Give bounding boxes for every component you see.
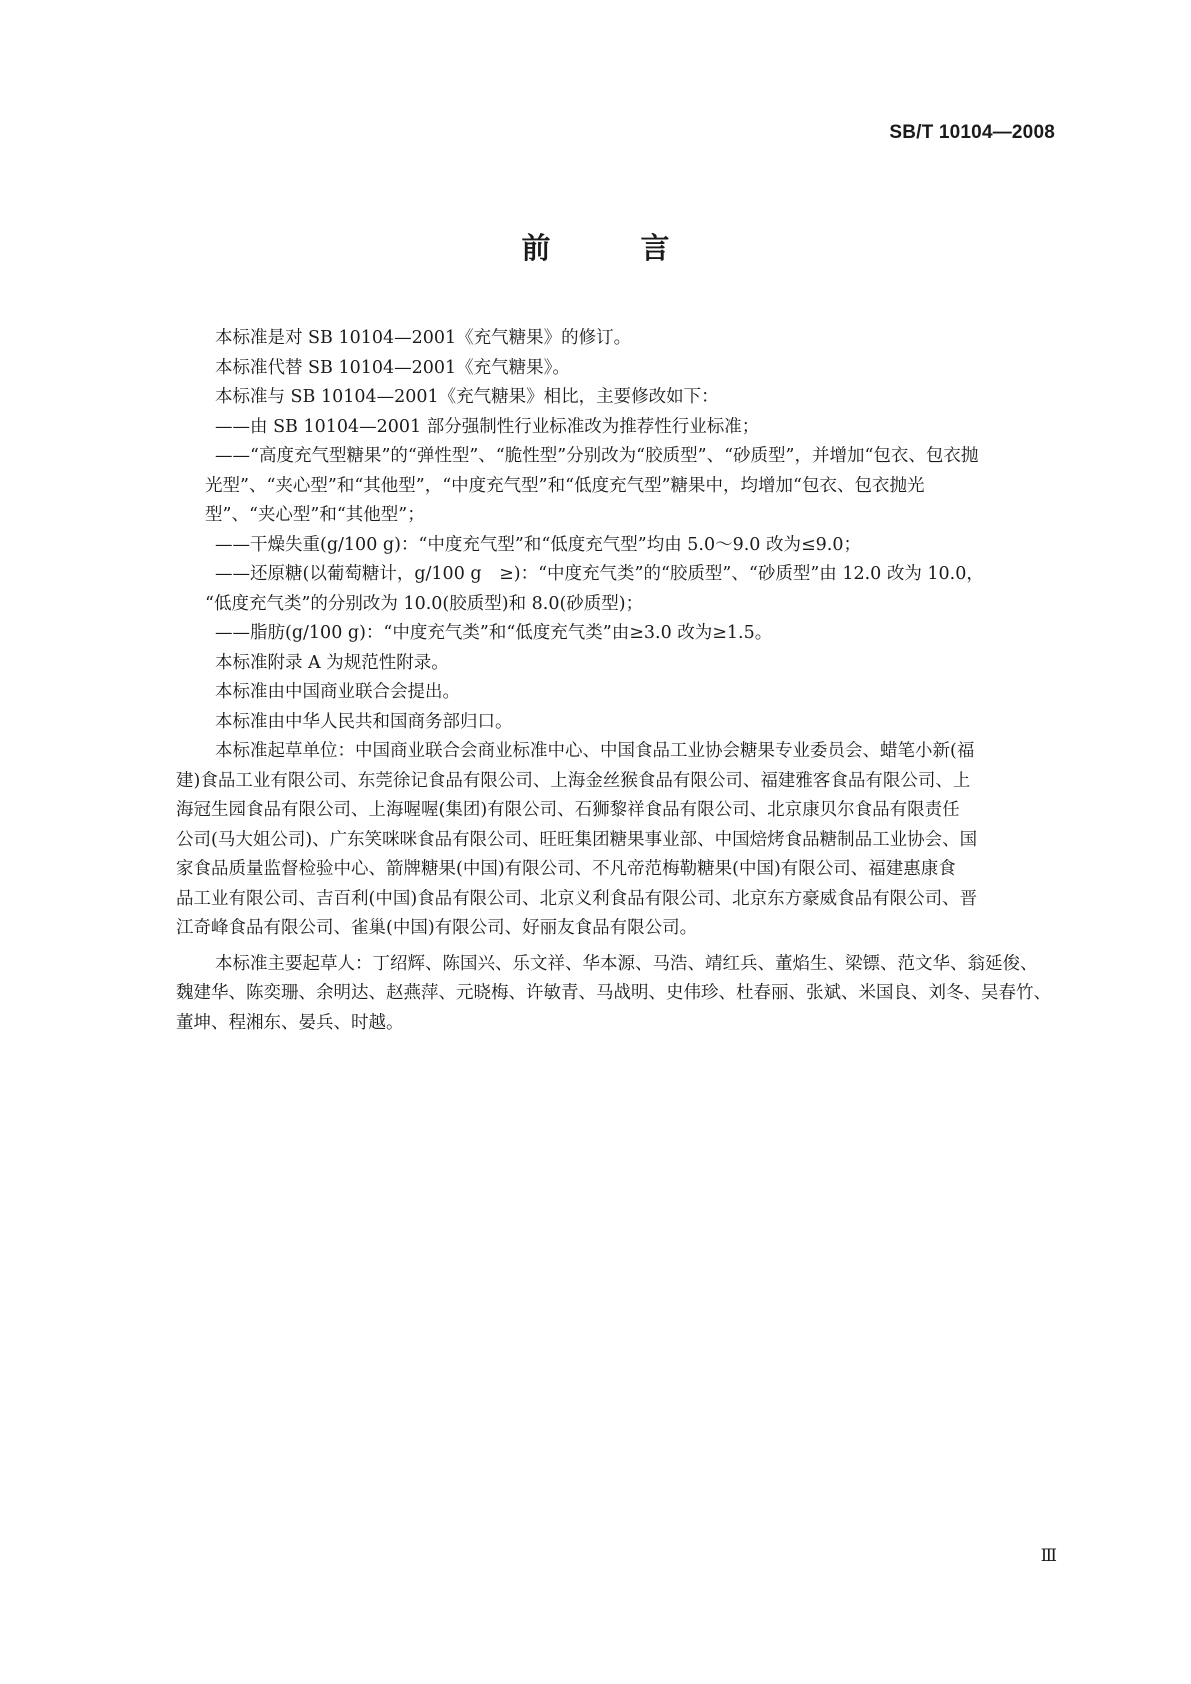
paragraph-proposed-by: 本标准由中国商业联合会提出。 [215,682,460,702]
paragraph-changes-intro: 本标准与 SB 10104—2001《充气糖果》相比，主要修改如下： [215,387,719,407]
paragraph-main-drafters: 本标准主要起草人：丁绍辉、陈国兴、乐文祥、华本源、马浩、靖红兵、董焰生、梁镖、范文华、翁延俊、 魏建华、陈奕珊、余明达、赵燕萍、元晓梅、许敏青、马战明、史伟珍、杜春丽、张斌、米国良、刘冬、吴春竹、 董坤、程湘东、晏兵、时越。 [176,953,1051,1033]
paragraph-replaces: 本标准代替 SB 10104—2001《充气糖果》。 [215,357,570,378]
paragraph-centralized-by: 本标准由中华人民共和国商务部归口。 [215,711,513,732]
change-item-3: ——干燥失重(g/100 g)：“中度充气型”和“低度充气型”均由 5.0～9.0 改为≤9.0； [215,534,861,555]
paragraph-drafting-units: 本标准起草单位：中国商业联合会商业标准中心、中国食品工业协会糖果专业委员会、蜡笔小新(福 建)食品工业有限公司、东莞徐记食品有限公司、上海金丝猴食品有限公司、福建雅客食品有限公司、上 海冠生园食品有限公司、上海喔喔(集团)有限公司、石狮黎祥食品有限公司、北京康贝尔食品有限责任 公司(马大姐公司)、广东笑咪咪食品有限公司、旺旺集团糖果事业部、中国焙烤食品糖制品工业协会、国 家食品质量监督检验中心、箭牌糖果(中国)有限公司、不凡帝范梅勒糖果(中国)有限公司、福建惠康食 品工业有限公司、吉百利(中国)食品有限公司、北京义利食品有限公司、北京东方豪威食品有限公司、晋 江奇峰食品有限公司、雀巢(中国)有限公司、好丽友食品有限公司。 [176,741,978,938]
page-title: 前 言 [521,231,710,265]
change-item-2: ——“高度充气型糖果”的“弹性型”、“脆性型”分别改为“胶质型”、“砂质型”，并增加“包衣、包衣抛 光型”、“夹心型”和“其他型”，“中度充气型”和“低度充气型”糖果中，均增加“包衣、包衣抛光 型”、“夹心型”和“其他型”； [205,446,979,525]
change-item-4: ——还原糖(以葡萄糖计，g/100 g ≥)：“中度充气类”的“胶质型”、“砂质型”由 12.0 改为 10.0， “低度充气类”的分别改为 10.0(胶质型)和 8.0(砂质型)； [205,564,984,614]
change-item-5: ——脂肪(g/100 g)：“中度充气类”和“低度充气类”由≥3.0 改为≥1.5。 [215,623,773,643]
standard-code: SB/T 10104—2008 [889,122,1055,143]
change-item-1: ——由 SB 10104—2001 部分强制性行业标准改为推荐性行业标准； [215,416,760,437]
page-number: Ⅲ [1040,1546,1057,1565]
paragraph-revision: 本标准是对 SB 10104—2001《充气糖果》的修订。 [215,328,632,348]
document-body [176,324,1052,1044]
paragraph-annex: 本标准附录 A 为规范性附录。 [215,652,449,673]
